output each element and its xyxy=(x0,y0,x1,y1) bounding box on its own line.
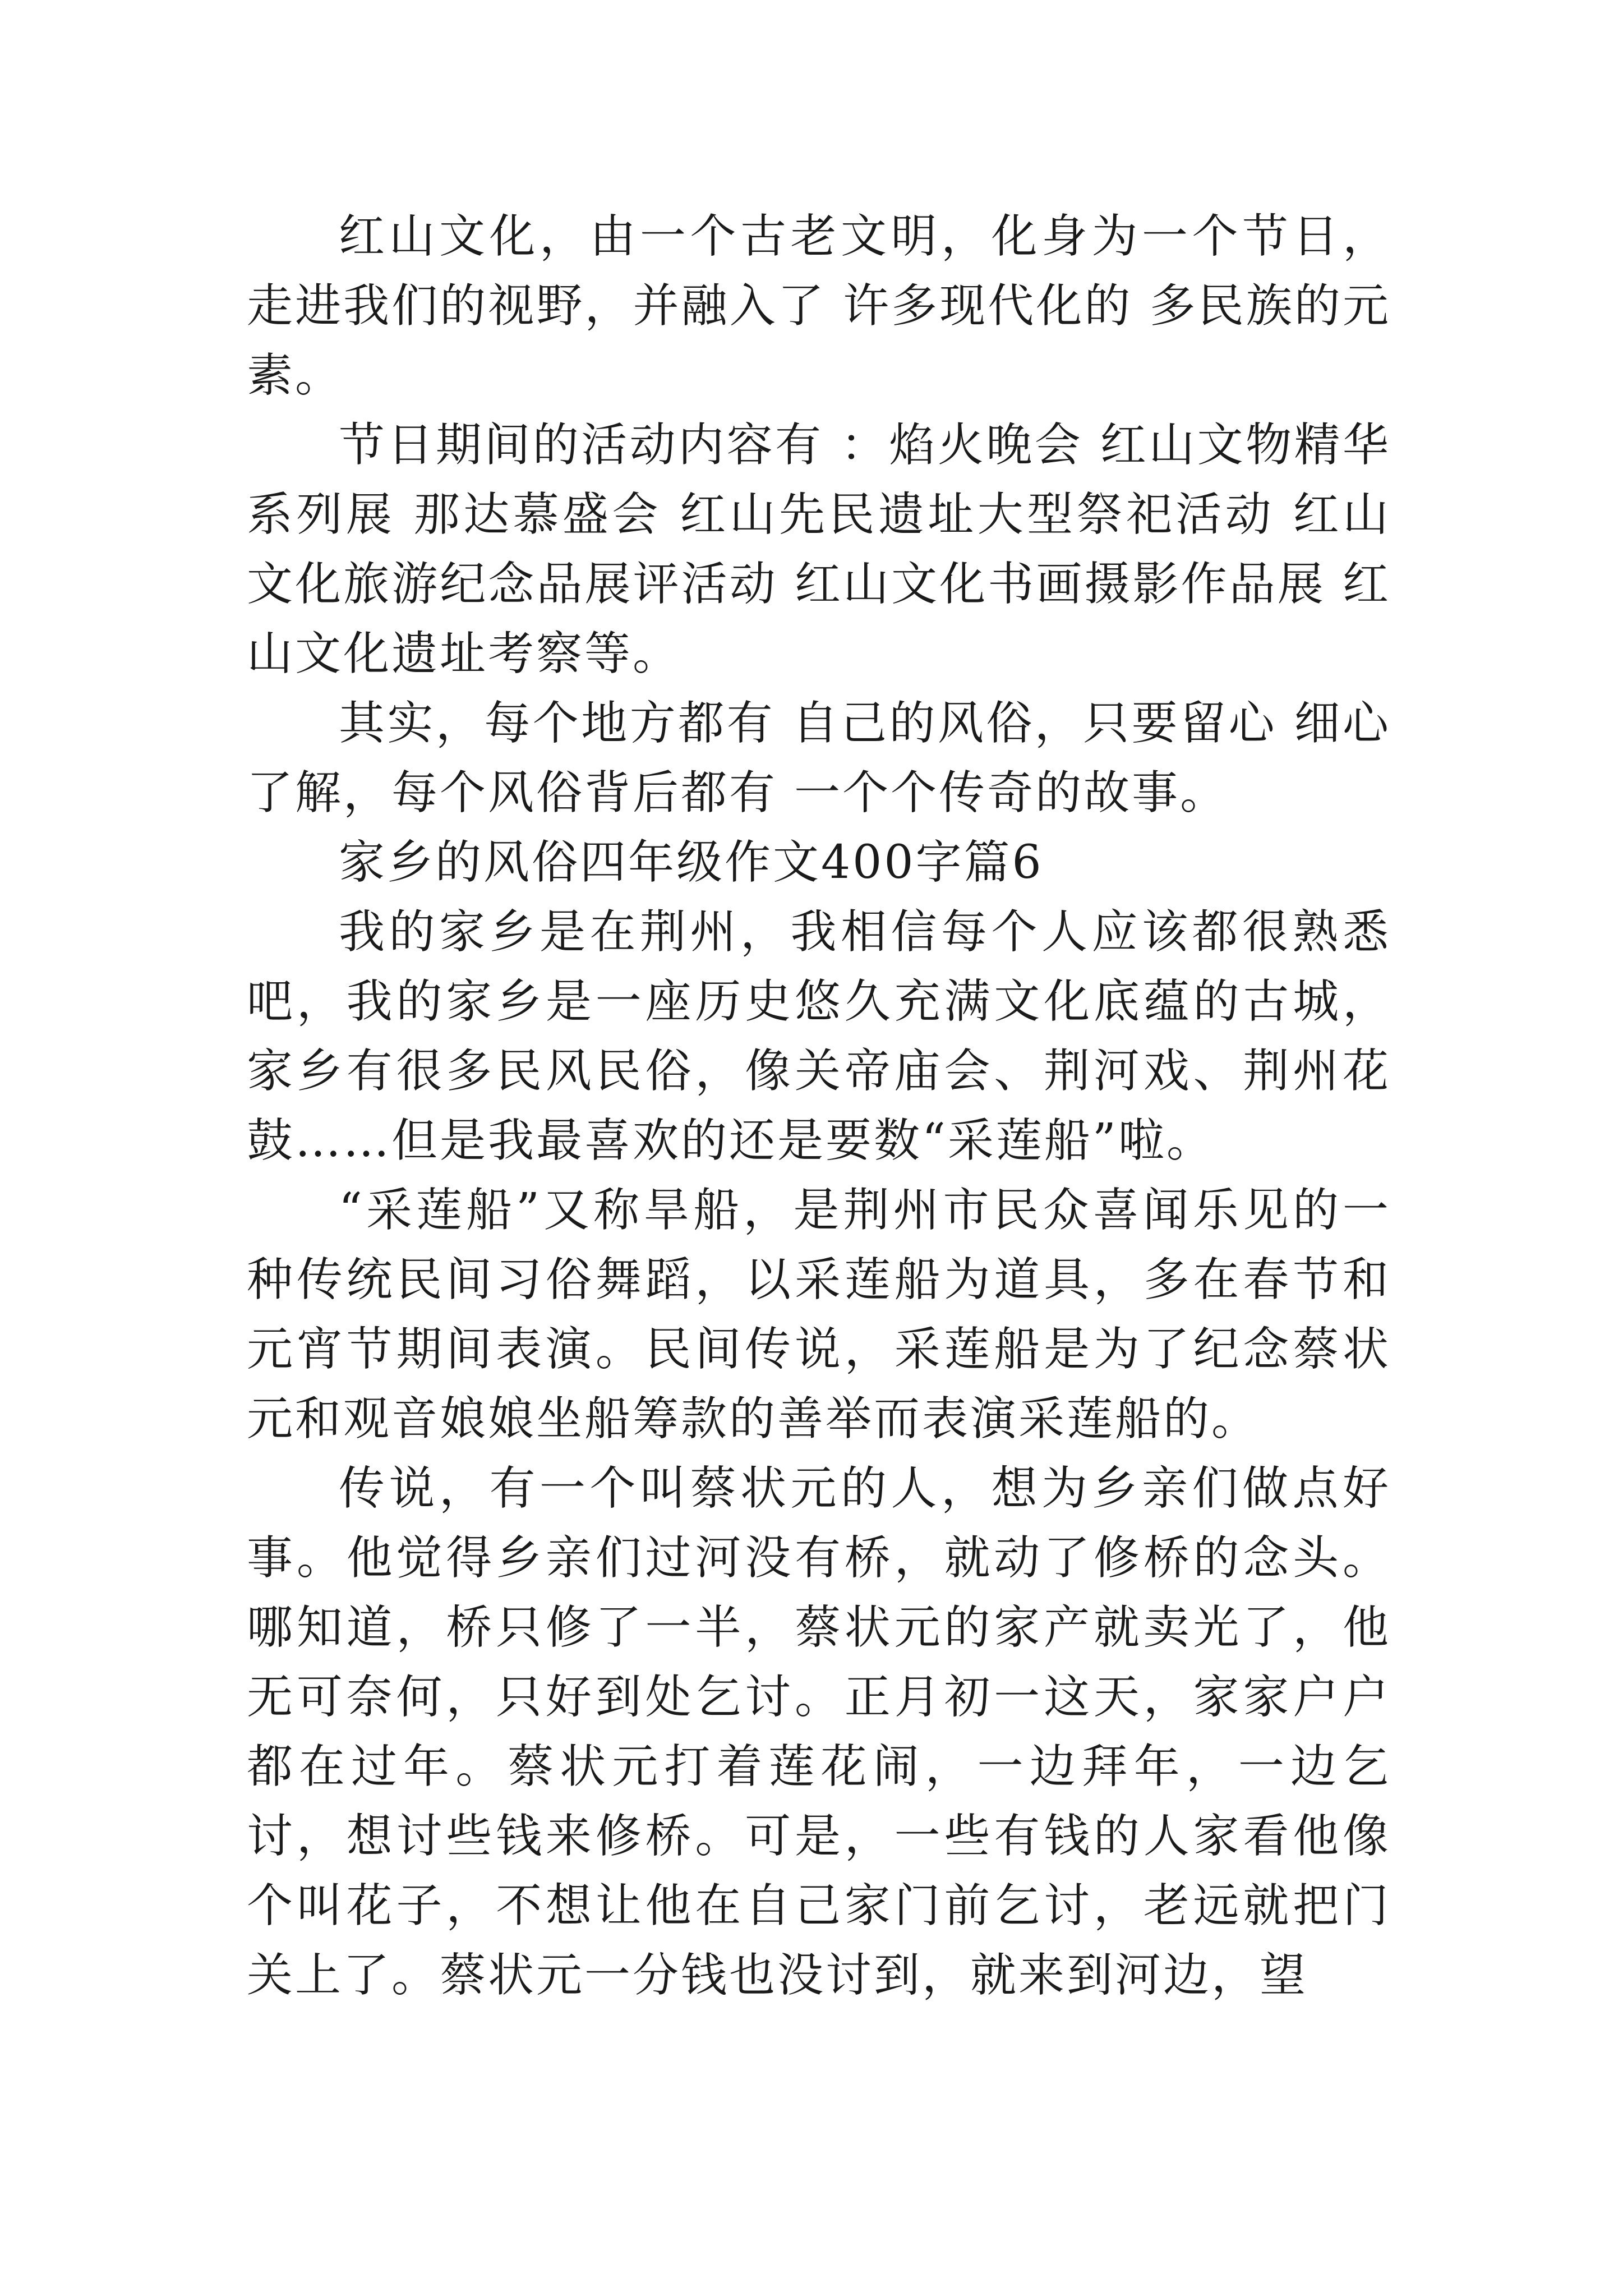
paragraph-hongshan-culture: 红山文化，由一个古老文明，化身为一个节日，走进我们的视野，并融入了 许多现代化的 多民族的元素。 xyxy=(247,210,1391,402)
paragraph-hometown-jingzhou: 我的家乡是在荆州，我相信每个人应该都很熟悉吧，我的家乡是一座历史悠久充满文化底蕴的古城，家乡有很多民风民俗，像关帝庙会、荆河戏、荆州花鼓……但是我最喜欢的还是要数“采莲船”啦。 xyxy=(247,905,1391,1167)
paragraph-festival-activities: 节日期间的活动内容有 ：焰火晚会 红山文物精华系列展 那达慕盛会 红山先民遗址大型祭祀活动 红山文化旅游纪念品展评活动 红山文化书画摄影作品展 红山文化遗址考察等。 xyxy=(247,418,1391,680)
section-heading: 家乡的风俗四年级作文400字篇6 xyxy=(339,836,1044,889)
document-body xyxy=(247,202,1391,2010)
paragraph-customs-stories: 其实，每个地方都有 自己的风俗，只要留心 细心了解，每个风俗背后都有 一个个传奇的故事。 xyxy=(247,697,1391,820)
paragraph-lotus-boat: “采莲船”又称旱船，是荆州市民众喜闻乐见的一种传统民间习俗舞蹈，以采莲船为道具，多在春节和元宵节期间表演。民间传说，采莲船是为了纪念蔡状元和观音娘娘坐船筹款的善举而表演采莲船的。 xyxy=(247,1184,1391,1446)
paragraph-legend: 传说，有一个叫蔡状元的人，想为乡亲们做点好事。他觉得乡亲们过河没有桥，就动了修桥的念头。哪知道，桥只修了一半，蔡状元的家产就卖光了，他无可奈何，只好到处乞讨。正月初一这天，家家户户都在过年。蔡状元打着莲花闹，一边拜年，一边乞讨，想讨些钱来修桥。可是，一些有钱的人家看他像个叫花子，不想让他在自己家门前乞讨，老远就把门关上了。蔡状元一分钱也没讨到，就来到河边，望 xyxy=(247,1462,1391,2002)
